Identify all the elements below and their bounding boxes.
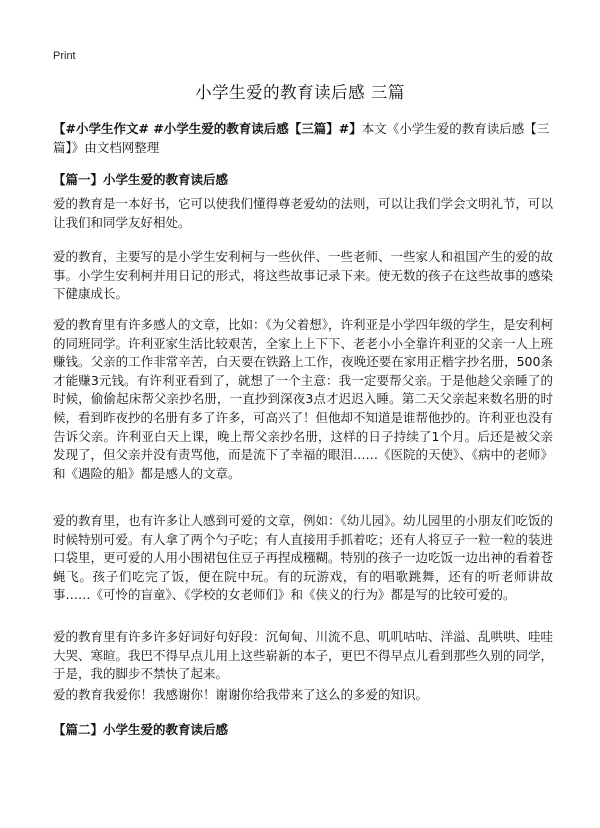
section1-paragraph-2: 爱的教育，主要写的是小学生安利柯与一些伙伴、一些老师、一些家人和祖国产生的爱的故事。小学生安利柯并用日记的形式，将这些故事记录下来。使无数的孩子在这些故事的感染下健康成长。 (53, 249, 554, 302)
print-link[interactable]: Print (53, 50, 76, 62)
section1-paragraph-5: 爱的教育里有许多许多好词好句好段：沉甸甸、川流不息、叽叽咕咕、洋溢、乱哄哄、哇哇大哭、寒暄。我巴不得早点儿用上这些崭新的本子，更巴不得早点儿看到那些久别的同学，于是，我的脚步不禁快了起来。 (53, 629, 554, 682)
section1-paragraph-6: 爱的教育我爱你！我感谢你！谢谢你给我带来了这么的多爱的知识。 (53, 687, 429, 702)
section1-paragraph-4: 爱的教育里，也有许多让人感到可爱的文章，例如：《幼儿园》。幼儿园里的小朋友们吃饭的时候特别可爱。有人拿了两个勺子吃；有人直接用手抓着吃；还有人将豆子一粒一粒的装进口袋里，更可爱的人用小围裙包住豆子再捏成糨糊。特别的孩子一边吃饭一边出神的看着苍蝇飞。孩子们吃完了饭，便在院中玩。有的玩游戏，有的唱歌跳舞，还有的听老师讲故事……《可怜的盲童》、《学校的女老师们》和《侠义的行为》都是写的比较可爱的。 (53, 513, 554, 603)
section1-heading: 【篇一】小学生爱的教育读后感 (53, 172, 229, 187)
article-tags: 【#小学生作文# #小学生爱的教育读后感【三篇】#】 (53, 121, 362, 136)
section1-paragraph-3: 爱的教育里有许多感人的文章，比如：《为父着想》，许利亚是小学四年级的学生，是安利柯的同班同学。许利亚家生活比较艰苦，全家上上下下、老老小小全靠许利亚的父亲一人上班赚钱。父亲的工作非常辛苦，白天要在铁路上工作，夜晚还要在家用正楷字抄名册，500条才能赚3元钱。有许利亚看到了，就想了一个主意：我一定要帮父亲。于是他趁父亲睡了的时候，偷偷起床帮父亲抄名册，一直抄到深夜3点才迟迟入睡。第二天父亲起来数名册的时候，看到昨夜抄的名册有多了许多，可高兴了！但他却不知道是谁帮他抄的。许利亚也没有告诉父亲。许利亚白天上课，晚上帮父亲抄名册，这样的日子持续了1个月。后还是被父亲发现了，但父亲并没有责骂他，而是流下了幸福的眼泪……《医院的天使》、《病中的老师》和《遇险的船》都是感人的文章。 (53, 317, 554, 481)
page-title: 小学生爱的教育读后感 三篇 (195, 83, 405, 102)
article-description: 本文《小学生爱的教育读后感【三篇】》由文档网整理 (53, 121, 550, 155)
article-meta (53, 119, 558, 157)
section2-heading: 【篇二】小学生爱的教育读后感 (53, 722, 229, 737)
section1-paragraph-1: 爱的教育是一本好书，它可以使我们懂得尊老爱幼的法则，可以让我们学会文明礼节，可以让我们和同学友好相处。 (53, 196, 554, 230)
